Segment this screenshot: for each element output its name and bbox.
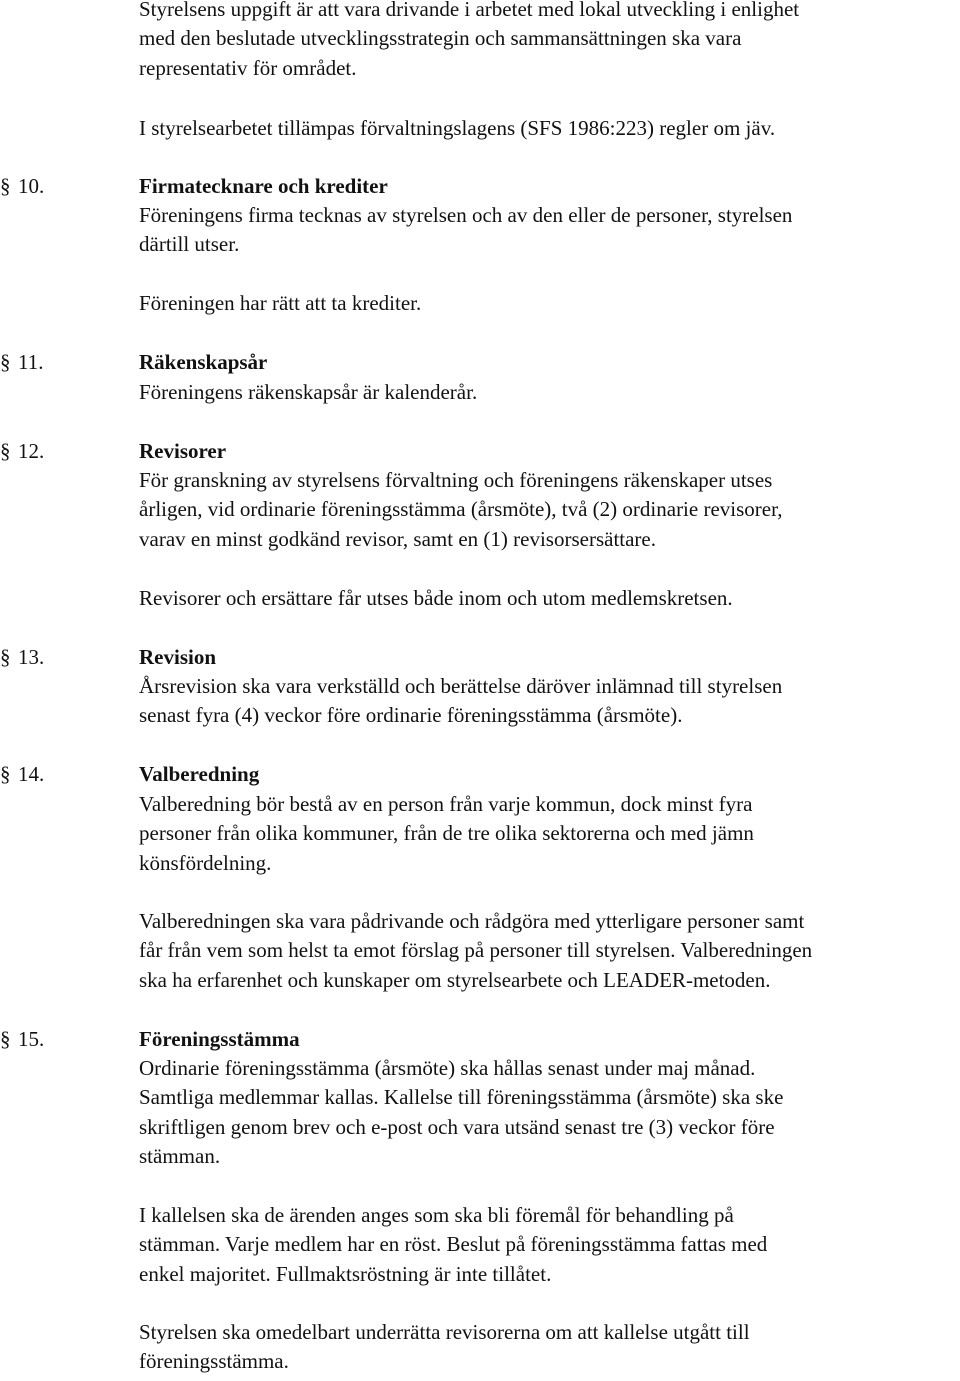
section-title: Valberedning bbox=[139, 762, 260, 786]
section-11-heading bbox=[0, 348, 960, 378]
section-number: 12. bbox=[18, 439, 45, 463]
section-10-paragraph-1: Föreningens firma tecknas av styrelsen och av den eller de personer, styrelsen därtill utser. bbox=[139, 203, 793, 257]
section-15-heading bbox=[0, 1025, 960, 1055]
section-number: 15. bbox=[18, 1027, 45, 1051]
section-symbol: § bbox=[0, 350, 11, 374]
section-15-paragraph-1: Ordinarie föreningsstämma (årsmöte) ska hållas senast under maj månad. Samtliga medlemmar kallas. Kallelse till föreningsstämma (årsmöte) ska ske skriftligen genom brev och e-post och vara utsänd senast tre (3) veckor före stämman. bbox=[139, 1056, 784, 1168]
section-title: Föreningsstämma bbox=[139, 1027, 300, 1051]
section-13-paragraph-1: Årsrevision ska vara verkställd och berättelse däröver inlämnad till styrelsen senast fyra (4) veckor före ordinarie föreningsstämma (årsmöte). bbox=[139, 674, 783, 728]
section-symbol: § bbox=[0, 439, 11, 463]
section-title: Revision bbox=[139, 645, 217, 669]
section-symbol: § bbox=[0, 1027, 11, 1051]
section-10-heading bbox=[0, 172, 960, 202]
section-14-paragraph-2: Valberedningen ska vara pådrivande och rådgöra med ytterligare personer samt får från vem som helst ta emot förslag på personer till styrelsen. Valberedningen ska ha erfarenhet och kunskaper om styrelsearbete och LEADER-metoden. bbox=[139, 909, 813, 992]
intro-paragraph-2: I styrelsearbetet tillämpas förvaltningslagens (SFS 1986:223) regler om jäv. bbox=[139, 116, 776, 140]
intro-paragraph-1: Styrelsens uppgift är att vara drivande i arbetet med lokal utveckling i enlighet med den beslutade utvecklingsstrategin och sammansättningen ska vara representativ för området. bbox=[139, 0, 800, 80]
section-14-heading bbox=[0, 760, 960, 790]
section-12-paragraph-2: Revisorer och ersättare får utses både inom och utom medlemskretsen. bbox=[139, 586, 733, 610]
section-number: 10. bbox=[18, 174, 45, 198]
section-14-paragraph-1: Valberedning bör bestå av en person från varje kommun, dock minst fyra personer från olika kommuner, från de tre olika sektorerna och med jämn könsfördelning. bbox=[139, 792, 754, 875]
section-12-heading bbox=[0, 437, 960, 467]
section-15-paragraph-3: Styrelsen ska omedelbart underrätta revisorerna om att kallelse utgått till föreningsstämma. bbox=[139, 1320, 750, 1374]
section-number: 14. bbox=[18, 762, 45, 786]
section-symbol: § bbox=[0, 174, 11, 198]
section-12-paragraph-1: För granskning av styrelsens förvaltning och föreningens räkenskaper utses årligen, vid ordinarie föreningsstämma (årsmöte), två (2) ordinarie revisorer, varav en minst godkänd revisor, samt en (1) revisorsersättare. bbox=[139, 468, 783, 551]
section-symbol: § bbox=[0, 762, 11, 786]
section-11-paragraph-1: Föreningens räkenskapsår är kalenderår. bbox=[139, 380, 478, 404]
section-title: Revisorer bbox=[139, 439, 227, 463]
section-number: 11. bbox=[18, 350, 44, 374]
section-title: Firmatecknare och krediter bbox=[139, 174, 388, 198]
section-13-heading bbox=[0, 643, 960, 673]
section-title: Räkenskapsår bbox=[139, 350, 268, 374]
section-15-paragraph-2: I kallelsen ska de ärenden anges som ska bli föremål för behandling på stämman. Varje medlem har en röst. Beslut på föreningsstämma fattas med enkel majoritet. Fullmaktsröstning är inte tillåtet. bbox=[139, 1203, 768, 1286]
section-10-paragraph-2: Föreningen har rätt att ta krediter. bbox=[139, 291, 422, 315]
section-number: 13. bbox=[18, 645, 45, 669]
section-symbol: § bbox=[0, 645, 11, 669]
